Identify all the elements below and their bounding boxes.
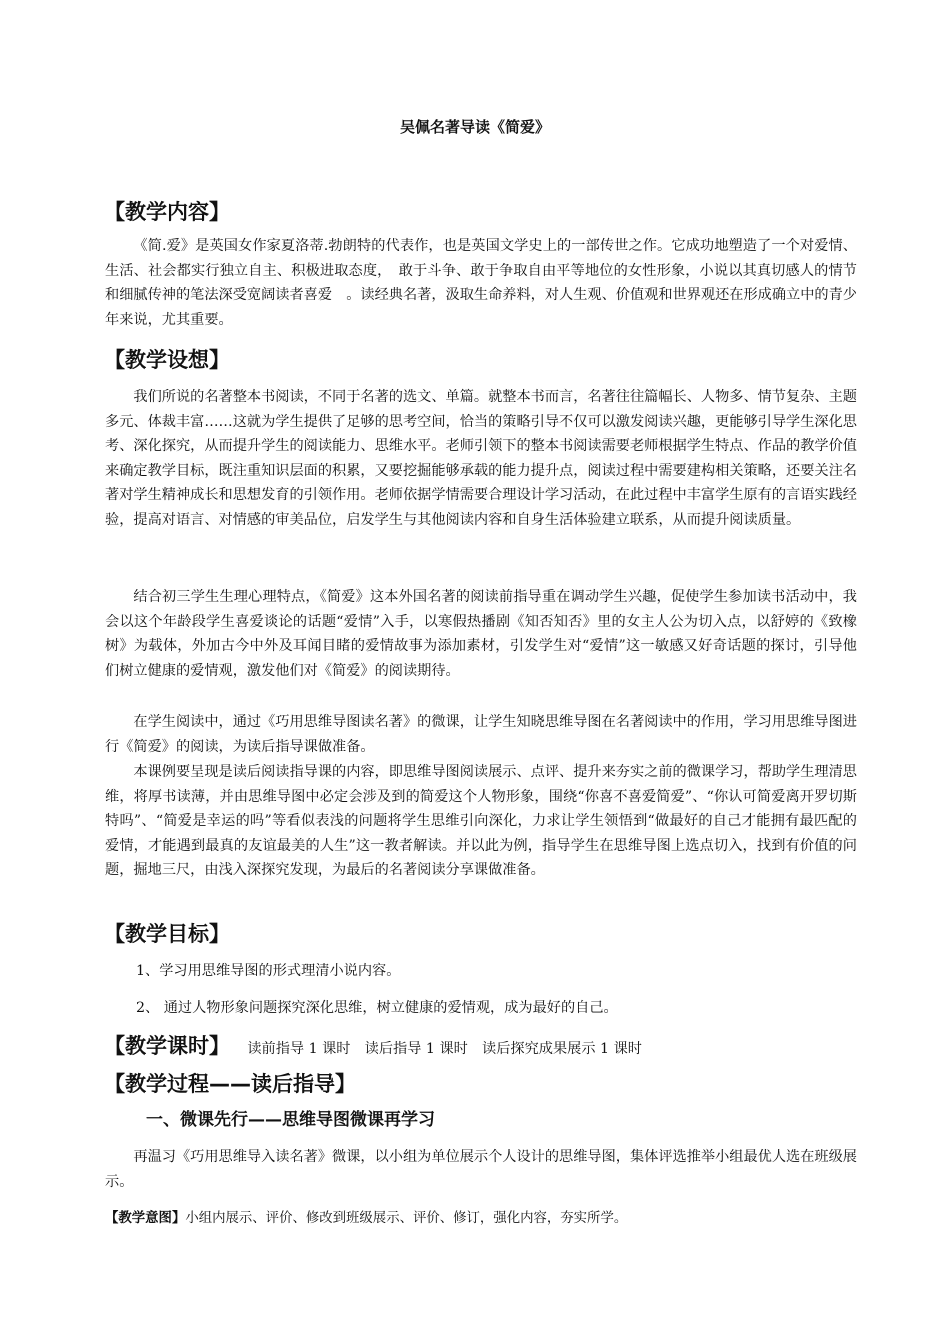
- heading-teaching-process: 【教学过程——读后指导】: [104, 1072, 356, 1096]
- paragraph-process-1: 再温习《巧用思维导入读名著》微课，以小组为单位展示个人设计的思维导图，集体评选推举小组最优人选在班级展示。: [105, 1149, 857, 1190]
- paragraph-idea-1: 我们所说的名著整本书阅读，不同于名著的选文、单篇。就整本书而言，名著往往篇幅长、人物多、情节复杂、主题多元、体裁丰富……这就为学生提供了足够的思考空间，恰当的策略引导不仅可以激发阅读兴趣，更能够引导学生深化思考、深化探究，从而提升学生的阅读能力、思维水平。老师引领下的整本书阅读需要老师根据学生特点、作品的教学价值来确定教学目标，既注重知识层面的积累，又要挖掘能够承载的能力提升点，阅读过程中需要建构相关策略，还要关注名著对学生精神成长和思想发育的引领作用。老师依据学情需要合理设计学习活动，在此过程中丰富学生原有的言语实践经验，提高对语言、对情感的审美品位，启发学生与其他阅读内容和自身生活体验建立联系，从而提升阅读质量。: [105, 389, 857, 528]
- heading-teaching-content: 【教学内容】: [104, 200, 230, 224]
- heading-teaching-goals: 【教学目标】: [104, 922, 230, 946]
- paragraph-teaching-content: 《简.爱》是英国女作家夏洛蒂.勃朗特的代表作，也是英国文学史上的一部传世之作。它成功地塑造了一个对爱情、生活、社会都实行独立自主、积极进取态度， 敢于斗争、敢于争取自由平等地位的女性形象，小说以其真切感人的情节和细腻传神的笔法深受宽阔读者喜爱 。读经典名著，汲取生命养料，对人生观、价值观和世界观还在形成确立中的青少年来说，尤其重要。: [105, 238, 857, 328]
- subheading-micro-lesson: 一、微课先行——思维导图微课再学习: [146, 1110, 435, 1130]
- paragraph-idea-3: 在学生阅读中，通过《巧用思维导图读名著》的微课，让学生知晓思维导图在名著阅读中的作用，学习用思维导图进行《简爱》的阅读，为读后指导课做准备。: [105, 714, 857, 755]
- paragraph-idea-2: 结合初三学生生理心理特点，《简爱》这本外国名著的阅读前指导重在调动学生兴趣，促使学生参加读书活动中，我会以这个年龄段学生喜爱谈论的话题“爱情”入手，以寒假热播剧《知否知否》里的女主人公为切入点，以舒婷的《致橡树》为载体，外加古今中外及耳闻目睹的爱情故事为添加素材，引发学生对“爱情”这一敏感又好奇话题的探讨，引导他们树立健康的爱情观，激发他们对《简爱》的阅读期待。: [105, 589, 857, 679]
- teaching-intent-label: 【教学意图】: [105, 1211, 186, 1226]
- teaching-hours-label: 【教学课时】: [104, 1034, 230, 1058]
- teaching-hours-text: 读前指导 1 课时 读后指导 1 课时 读后探究成果展示 1 课时: [247, 1041, 642, 1057]
- document-title: 吴佩名著导读《简爱》: [399, 118, 550, 136]
- teaching-intent-text: 小组内展示、评价、修改到班级展示、评价、修订，强化内容，夯实所学。: [185, 1211, 628, 1226]
- heading-teaching-hours: [104, 1032, 642, 1063]
- heading-teaching-idea: 【教学设想】: [104, 348, 230, 372]
- goal-item-1: 1、学习用思维导图的形式理清小说内容。: [136, 963, 401, 979]
- goal-item-2: 2、 通过人物形象问题探究深化思维，树立健康的爱情观，成为最好的自己。: [136, 1000, 618, 1016]
- paragraph-idea-4: 本课例要呈现是读后阅读指导课的内容，即思维导图阅读展示、点评、提升来夯实之前的微课学习，帮助学生理清思维，将厚书读薄，并由思维导图中必定会涉及到的简爱这个人物形象，围绕“你喜不喜爱简爱”、“你认可简爱离开罗切斯特吗”、“简爱是幸运的吗”等看似表浅的问题将学生思维引向深化，力求让学生领悟到“做最好的自己才能拥有最匹配的爱情，才能遇到最真的友谊最美的人生”这一教者解读。并以此为例，指导学生在思维导图上选点切入，找到有价值的问题，掘地三尺，由浅入深探究发现，为最后的名著阅读分享课做准备。: [105, 764, 857, 878]
- teaching-intent-note: [105, 1208, 627, 1230]
